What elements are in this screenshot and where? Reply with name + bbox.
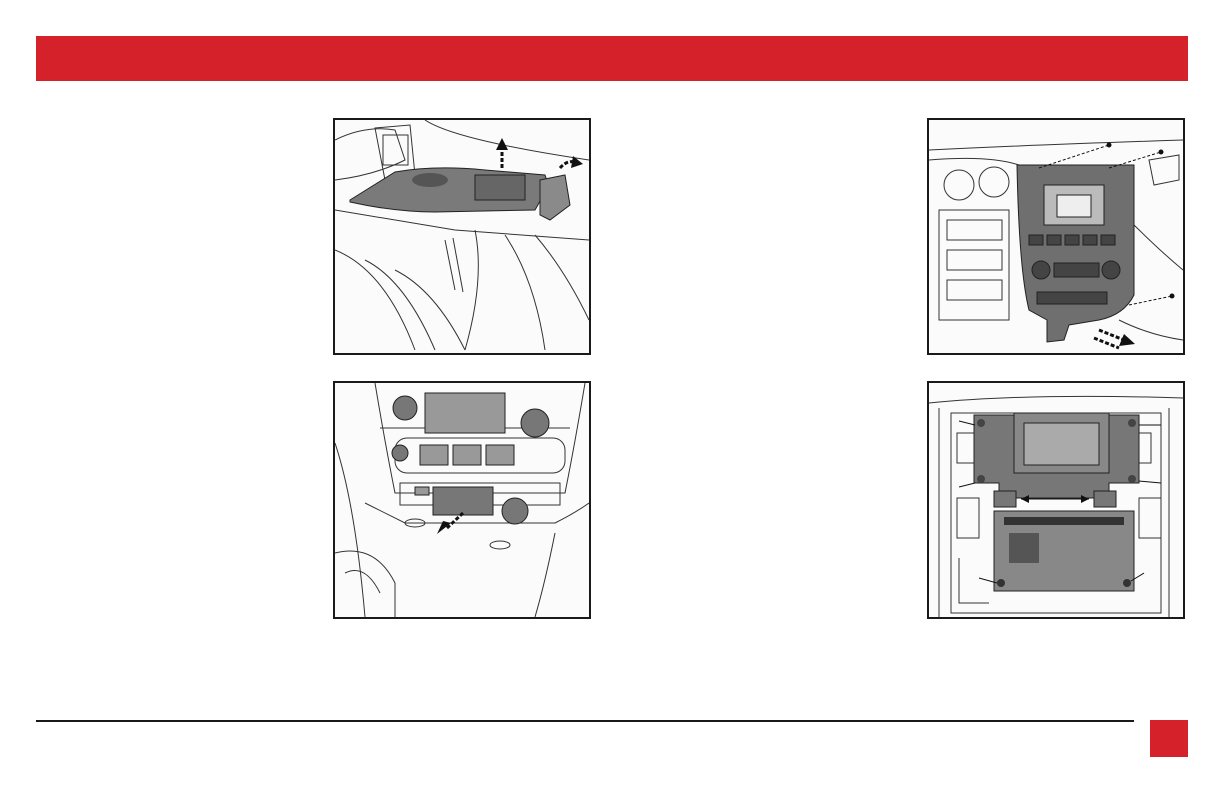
console-tray-illustration <box>335 120 589 353</box>
dash-panel-illustration <box>929 120 1183 353</box>
header-banner <box>36 36 1188 81</box>
figure-lower-pocket <box>333 381 591 619</box>
page-number <box>1150 720 1188 757</box>
lower-pocket-illustration <box>335 383 589 617</box>
figure-dash-panel <box>927 118 1185 355</box>
page-number-badge <box>1150 720 1188 757</box>
figure-console-tray <box>333 118 591 355</box>
footer-rule <box>36 720 1134 722</box>
figure-radio-brackets <box>927 381 1185 619</box>
radio-brackets-illustration <box>929 383 1183 617</box>
